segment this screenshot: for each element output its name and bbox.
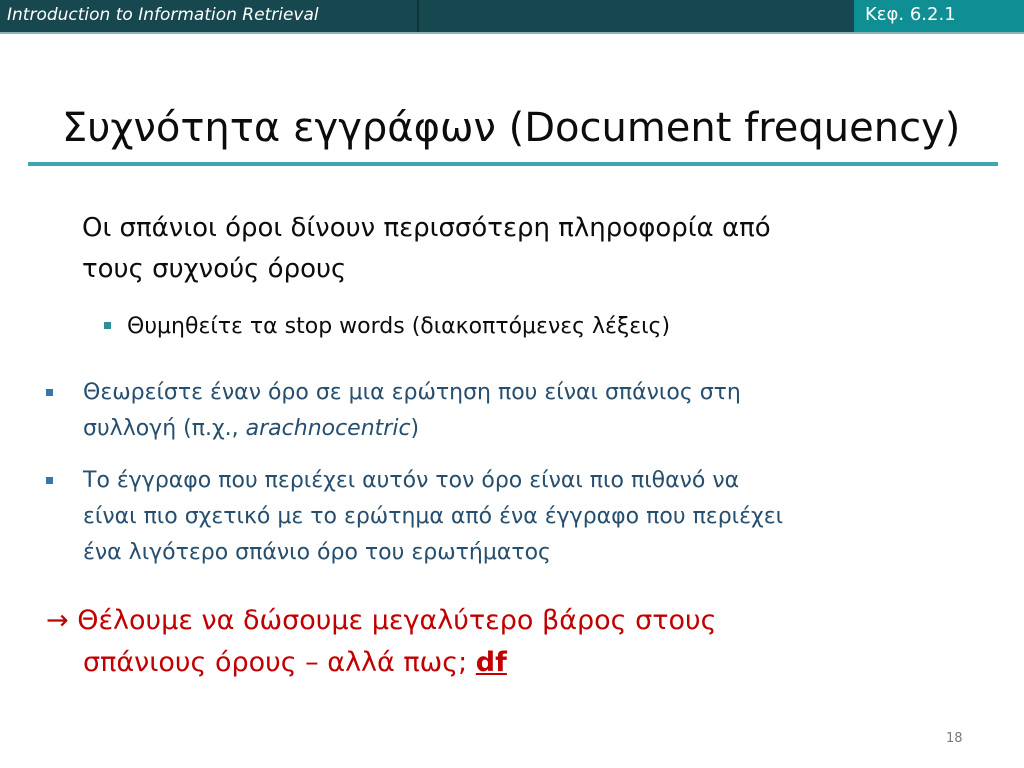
intro-paragraph	[82, 208, 982, 290]
bullet-2-line-2: είναι πιο σχετικό με το ερώτημα από ένα έγγραφο που περιέχει	[83, 504, 784, 529]
square-bullet-icon	[46, 389, 53, 396]
square-bullet-icon	[46, 477, 53, 484]
intro-line-2: τους συχνούς όρους	[82, 254, 347, 284]
bullet-2-line-3: ένα λιγότερο σπάνιο όρο του ερωτήματος	[83, 540, 551, 565]
title-rule	[28, 162, 998, 166]
bullet-1-line-1: Θεωρείστε έναν όρο σε μια ερώτηση που είναι σπάνιος στη	[83, 380, 741, 405]
conclusion-line-2	[46, 642, 946, 684]
example-term: arachnocentric	[245, 416, 411, 441]
df-term: df	[475, 647, 507, 678]
bullet-2-line-1: Το έγγραφο που περιέχει αυτόν τον όρο είναι πιο πιθανό να	[83, 468, 740, 493]
course-title: Introduction to Information Retrieval	[7, 5, 319, 25]
conclusion-line-1: → Θέλουμε να δώσουμε μεγαλύτερο βάρος στους	[46, 605, 717, 636]
conclusion-line-2-text: σπάνιους όρους – αλλά πως;	[83, 647, 476, 678]
bullet-1-line-2-pre: συλλογή (π.χ.,	[83, 416, 246, 441]
square-bullet-icon	[104, 322, 111, 329]
page-number: 18	[946, 731, 963, 746]
bullet-1-line-2-post: )	[410, 416, 420, 441]
section-ref: Κεφ. 6.2.1	[865, 4, 956, 25]
bullet-1-line-2	[83, 411, 973, 447]
bullet-1-text	[83, 375, 973, 447]
conclusion	[46, 600, 946, 684]
slide-title: Συχνότητα εγγράφων (Document frequency)	[62, 105, 961, 151]
intro-line-1: Οι σπάνιοι όροι δίνουν περισσότερη πληροφορία από	[82, 213, 771, 243]
header-underline	[0, 32, 1024, 34]
section-ref-box	[854, 0, 1024, 32]
sub-bullet-text: Θυμηθείτε τα stop words (διακοπτόμενες λέξεις)	[127, 314, 671, 339]
bullet-2-text	[83, 463, 973, 571]
header-divider	[417, 0, 419, 32]
